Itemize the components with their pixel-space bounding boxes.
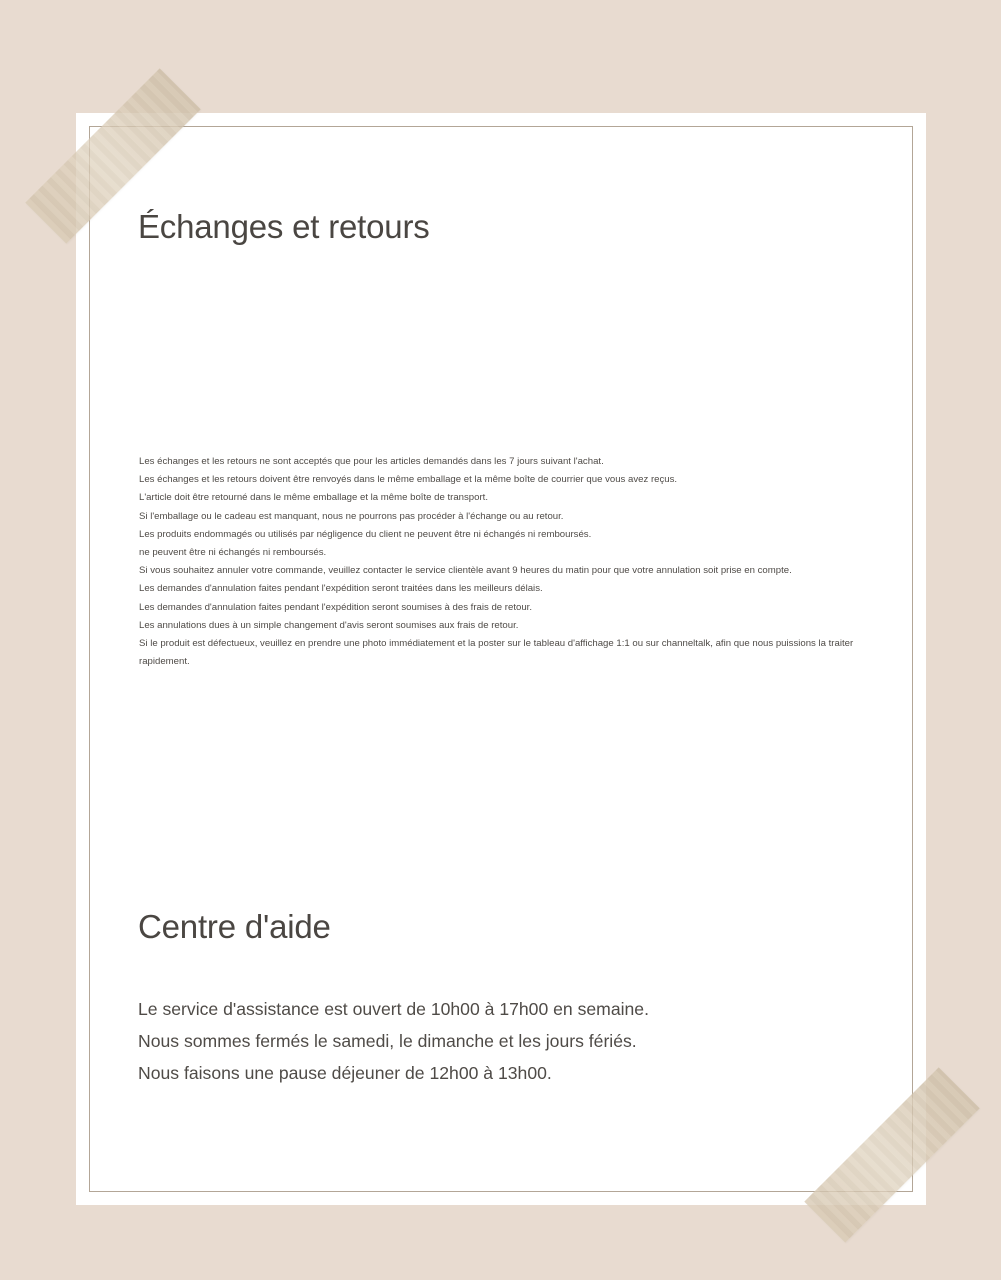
policy-line: Si le produit est défectueux, veuillez en prendre une photo immédiatement et la poster sur le tableau d'affichage 1:1 ou sur channeltalk, afin que nous puissions la traiter rapidement.	[139, 638, 854, 668]
help-center-heading: Centre d'aide	[138, 908, 331, 945]
policy-line: Si vous souhaitez annuler votre commande, veuillez contacter le service clientèle avant 9 heures du matin pour que votre annulation soit prise en compte.	[139, 565, 792, 577]
policy-line: Si l'emballage ou le cadeau est manquant, nous ne pourrons pas procéder à l'échange ou au retour.	[139, 510, 564, 522]
policy-line: Les demandes d'annulation faites pendant l'expédition seront soumises à des frais de retour.	[139, 601, 532, 613]
policy-line: Les demandes d'annulation faites pendant l'expédition seront traitées dans les meilleurs délais.	[139, 583, 543, 595]
policy-line: Les produits endommagés ou utilisés par négligence du client ne peuvent être ni échangés ni remboursés.	[139, 528, 592, 540]
help-line: Nous sommes fermés le samedi, le dimanche et les jours fériés.	[138, 1031, 637, 1051]
policy-line: Les annulations dues à un simple changement d'avis seront soumises aux frais de retour.	[139, 619, 519, 631]
help-center-hours-list	[138, 993, 649, 1089]
exchanges-policy-list	[139, 453, 869, 671]
exchanges-returns-heading: Échanges et retours	[138, 208, 430, 245]
help-line: Le service d'assistance est ouvert de 10h00 à 17h00 en semaine.	[138, 999, 649, 1019]
policy-line: ne peuvent être ni échangés ni remboursés.	[139, 547, 327, 559]
policy-line: Les échanges et les retours ne sont acceptés que pour les articles demandés dans les 7 jours suivant l'achat.	[139, 456, 604, 467]
policy-line: L'article doit être retourné dans le même emballage et la même boîte de transport.	[139, 492, 488, 504]
policy-line: Les échanges et les retours doivent être renvoyés dans le même emballage et la même boîte de courrier que vous avez reçus.	[139, 474, 678, 486]
help-line: Nous faisons une pause déjeuner de 12h00 à 13h00.	[138, 1063, 552, 1083]
